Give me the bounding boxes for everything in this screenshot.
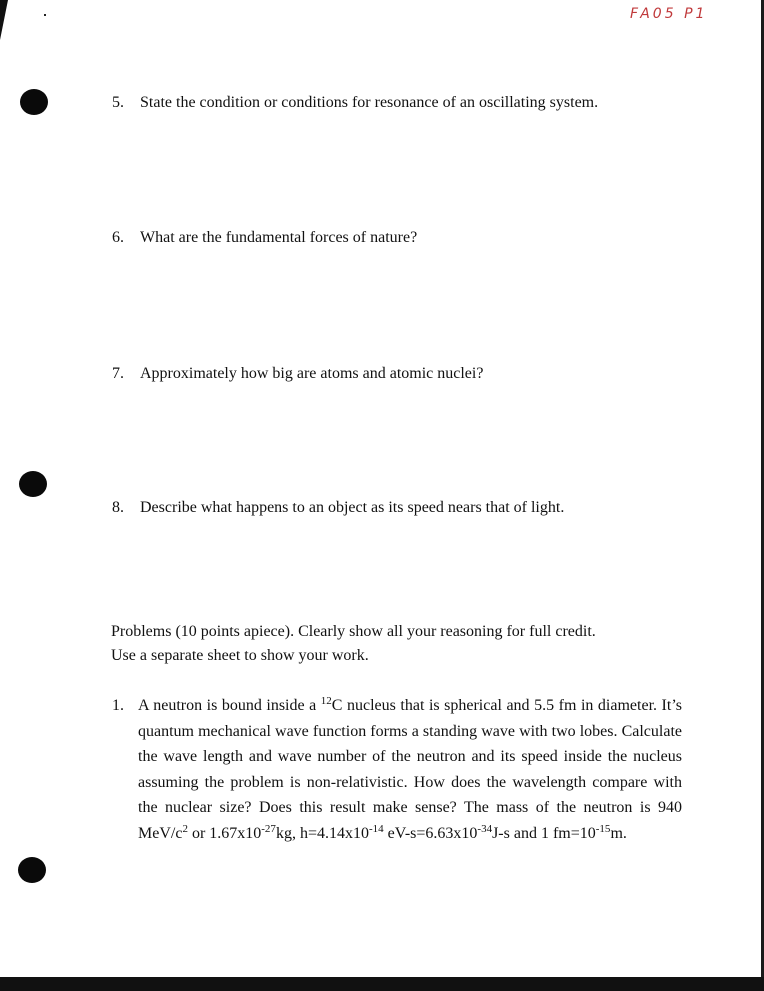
superscript: -34 bbox=[477, 822, 493, 835]
problem-text-part: eV-s=6.63x10 bbox=[383, 824, 478, 842]
question-text: Approximately how big are atoms and atomic nuclei? bbox=[140, 365, 484, 382]
problem-text-part: A neutron is bound inside a bbox=[138, 697, 321, 714]
superscript: -14 bbox=[368, 822, 384, 835]
question-8 bbox=[112, 498, 564, 518]
question-number: 6. bbox=[112, 229, 124, 246]
superscript: -15 bbox=[595, 822, 611, 835]
punch-hole-middle bbox=[19, 471, 47, 497]
problem-number: 1. bbox=[112, 697, 124, 714]
superscript: 12 bbox=[320, 695, 332, 707]
question-number: 5. bbox=[112, 94, 124, 111]
question-text: State the condition or conditions for resonance of an oscillating system. bbox=[140, 94, 599, 111]
punch-hole-top bbox=[20, 89, 48, 115]
punch-hole-bottom bbox=[18, 857, 46, 883]
question-number: 8. bbox=[112, 499, 124, 516]
superscript: -27 bbox=[261, 822, 276, 835]
question-7 bbox=[112, 364, 483, 384]
problem-text bbox=[138, 693, 682, 846]
question-text: What are the fundamental forces of nature? bbox=[140, 229, 418, 246]
question-number: 7. bbox=[112, 365, 124, 382]
problem-text-part: m. bbox=[610, 824, 627, 842]
problems-intro bbox=[111, 620, 681, 668]
problem-text-part: C nucleus that is spherical and 5.5 fm in diameter. It’s quantum mechanical wave function forms a standing wave with two lobes. Calculate the wave length and wave number of the neutron and its speed inside the nucleus assuming the problem is non-relativistic. How does the wavelength compare with the nuclear size? Does this result make sense? The mass of the neutron is 940 MeV/c bbox=[138, 697, 682, 842]
question-5 bbox=[112, 93, 598, 113]
superscript: 2 bbox=[182, 822, 188, 835]
question-text: Describe what happens to an object as its speed nears that of light. bbox=[140, 499, 565, 516]
problem-text-part: kg, h=4.14x10 bbox=[275, 824, 369, 842]
problem-text-part: J-s and 1 fm=10 bbox=[492, 824, 596, 842]
scan-speck bbox=[44, 14, 46, 16]
scan-corner-shadow bbox=[0, 0, 8, 40]
scan-bottom-edge bbox=[0, 977, 764, 991]
problems-intro-line-2: Use a separate sheet to show your work. bbox=[111, 647, 369, 664]
problems-intro-line-1: Problems (10 points apiece). Clearly show all your reasoning for full credit. bbox=[111, 623, 596, 640]
handwritten-page-note: FA05 P1 bbox=[630, 6, 708, 22]
question-6 bbox=[112, 228, 417, 248]
problem-text-part: or 1.67x10 bbox=[187, 824, 262, 842]
problem-1 bbox=[112, 693, 682, 846]
